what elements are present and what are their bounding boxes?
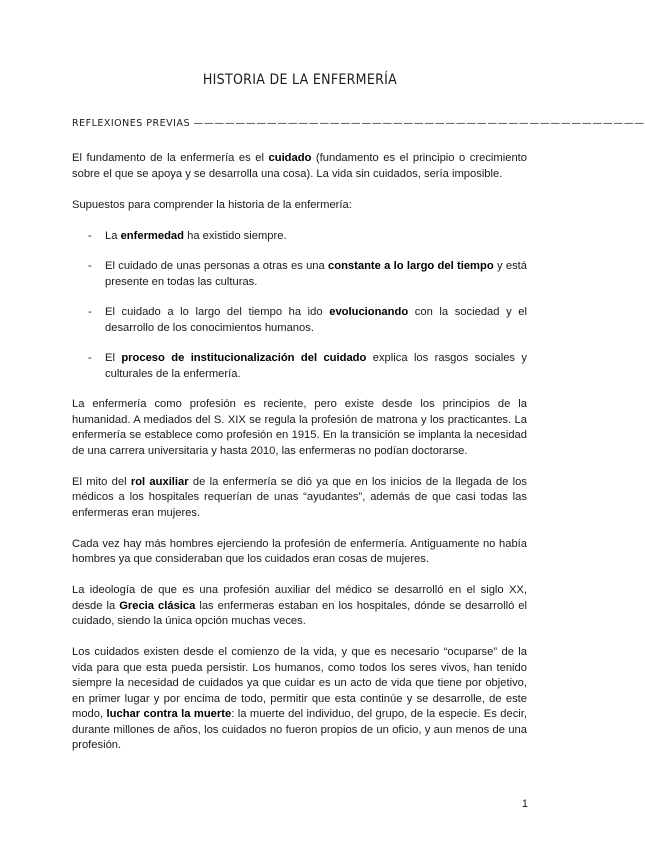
list-item [72,305,527,336]
paragraph [72,151,527,182]
list-item [72,259,527,290]
section-heading [72,118,645,129]
bold-term: luchar contra la muerte [106,708,232,720]
dash-bullet: - [88,306,92,318]
text-segment: Los cuidados existen desde el comienzo de la vida, y que es necesario “ocuparse” de la vida para que esta pueda persistir. Los humanos, como todos los seres vivos, han tenido siempre la necesidad de cuidados ya que cuidar es un acto de vida que tiene por objetivo, en primer lugar y por encima de todo, permitir que esta continúe y se desarrolle, de este modo, [72,646,527,720]
text-segment: La [105,229,121,242]
section-rule: ——————————————————————————————————————————— [193,118,645,129]
text-segment: (fundamento es el principio o crecimiento sobre el que se apoya y se desarrolla una cosa). La vida sin cuidados, sería imposible. [72,152,527,180]
bold-term: enfermedad [120,229,184,242]
paragraph [72,198,527,214]
paragraph [72,645,527,754]
list-item-text [105,260,527,288]
paragraph [72,537,527,568]
bold-term: Grecia clásica [119,599,196,612]
text-segment: La ideología de que es una profesión auxiliar del médico se desarrolló en el siglo XX, desde la [72,584,527,612]
dash-bullet: - [88,229,92,242]
page-number: 1 [521,798,528,810]
list-item-text [105,352,527,380]
text-segment: con la sociedad y el desarrollo de los conocimientos humanos. [105,306,527,334]
bullet-list [72,229,527,383]
list-item [72,229,527,245]
text-segment: Supuestos para comprender la historia de la enfermería: [72,198,352,211]
text-segment: explica los rasgos sociales y culturales de la enfermería. [105,352,527,380]
text-segment: ha existido siempre. [183,229,287,242]
text-segment: El cuidado a lo largo del tiempo ha ido [105,306,330,318]
bold-term: constante a lo largo del tiempo [328,260,494,272]
text-segment: El fundamento de la enfermería es el [72,152,269,164]
text-segment: y está presente en todas las culturas. [105,260,527,288]
text-segment: de la enfermería se dió ya que en los inicios de la llegada de los médicos a los hospitales requerían de unas “ayudantes”, además de que casi todas las enfermeras eran mujeres. [72,475,527,519]
bold-term: proceso de institucionalización del cuidado [121,352,367,364]
text-segment: : la muerte del individuo, del grupo, de la especie. Es decir, durante millones de años, los cuidados no fueron propios de un oficio, y aun menos de una profesión. [72,708,528,751]
dash-bullet: - [88,352,92,364]
list-item [72,351,527,382]
list-item-text [105,306,527,334]
page-title: HISTORIA DE LA ENFERMERÍA [202,72,398,88]
document-body [72,151,527,769]
section-heading-text: REFLEXIONES PREVIAS [72,118,190,129]
text-segment: El cuidado de unas personas a otras es una [105,260,329,272]
bold-term: cuidado [268,152,312,164]
paragraph [72,475,527,522]
text-segment: El [105,352,122,364]
text-segment: El mito del [72,475,131,488]
paragraph [72,583,527,630]
bold-term: evolucionando [329,306,409,318]
bold-term: rol auxiliar [130,475,189,488]
dash-bullet: - [88,260,92,272]
list-item-text [105,230,287,242]
paragraph [72,397,527,459]
text-segment: Cada vez hay más hombres ejerciendo la profesión de enfermería. Antiguamente no había hombres ya que consideraban que los cuidados eran cosas de mujeres. [72,537,527,565]
text-segment: La enfermería como profesión es reciente, pero existe desde los principios de la humanidad. A mediados del S. XIX se regula la profesión de matrona y los practicantes. La enfermería se establece como profesión en 1915. En la transición se implanta la necesidad de una carrera universitaria y hasta 2010, las enfermeras no podían doctorarse. [72,398,527,457]
text-segment: las enfermeras estaban en los hospitales, dónde se desarrolló el cuidado, siendo la única opción muchas veces. [72,599,527,627]
